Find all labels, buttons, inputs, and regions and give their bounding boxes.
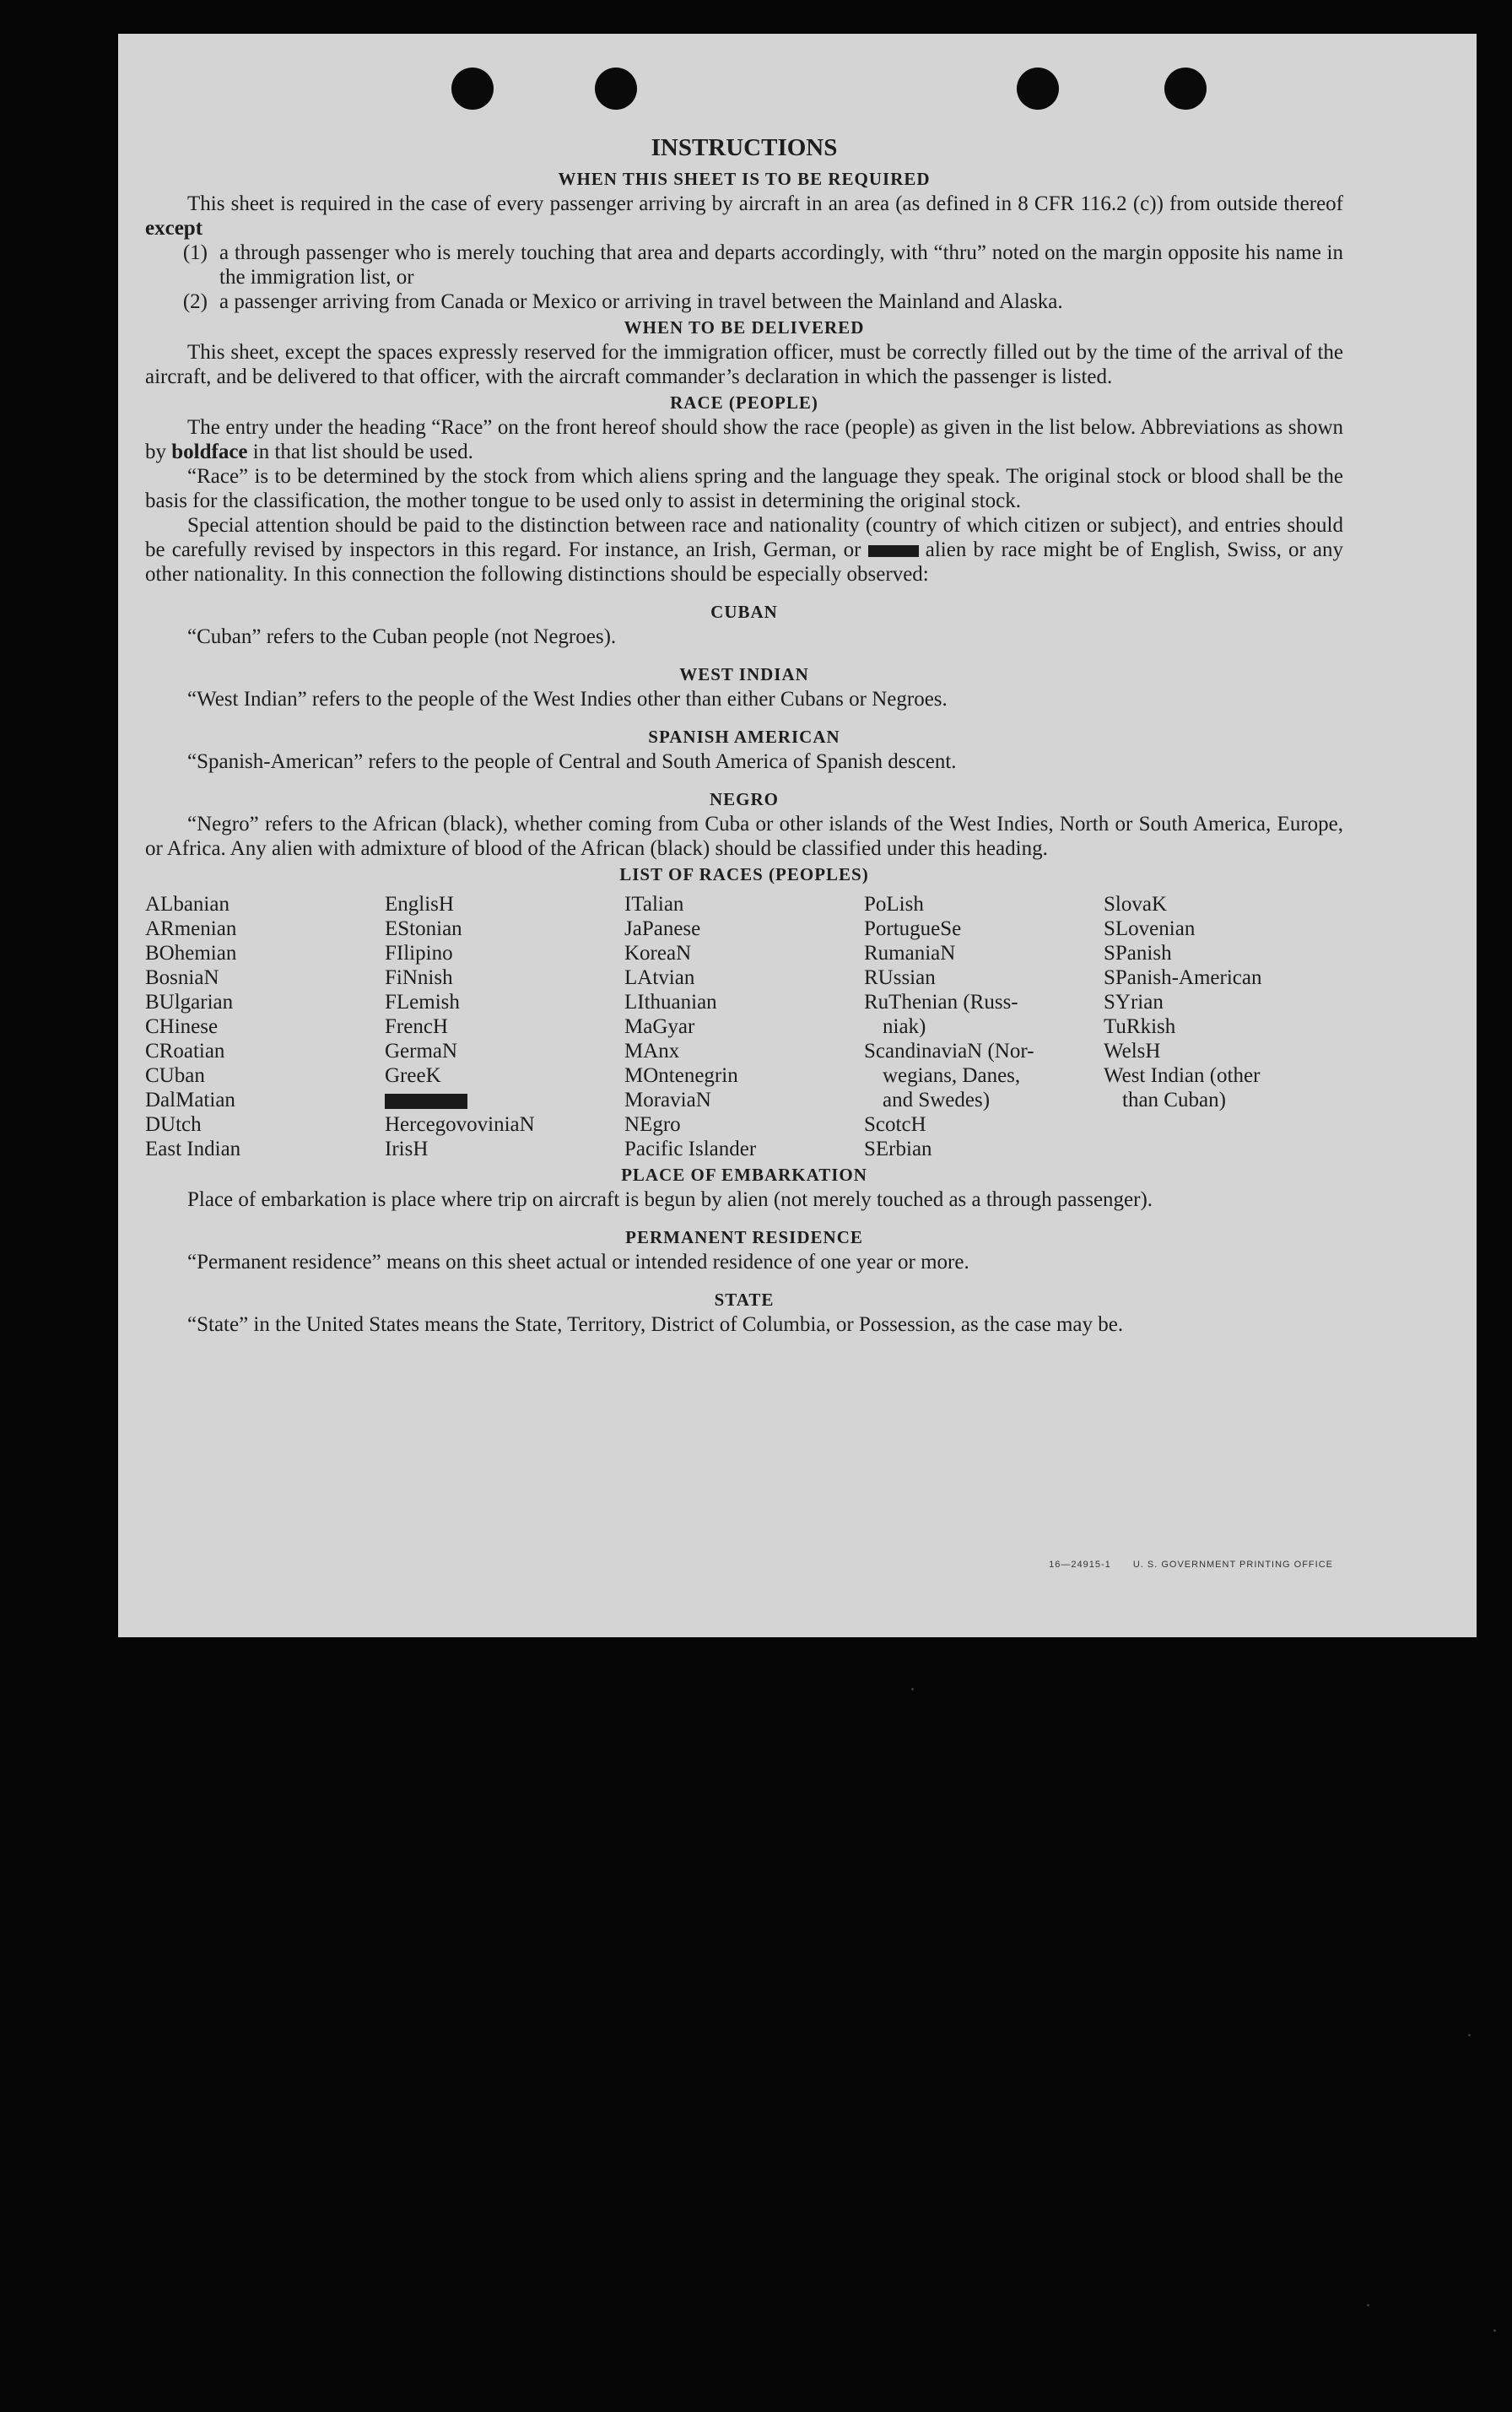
race-entry: West Indian (other xyxy=(1104,1064,1261,1087)
redaction-mark xyxy=(385,1094,467,1109)
race-entry: MoraviaN xyxy=(624,1089,711,1111)
race-entry: SYrian xyxy=(1104,991,1164,1014)
race-entry: MAnx xyxy=(624,1040,680,1063)
race-entry: GermaN xyxy=(385,1040,458,1063)
race-entry: CHinese xyxy=(145,1015,219,1038)
punch-hole xyxy=(1017,68,1059,110)
race-entry: BOhemian xyxy=(145,942,237,965)
race-entry: RumaniaN xyxy=(864,942,956,965)
race-entry: PoLish xyxy=(864,893,924,916)
race-entry: LAtvian xyxy=(624,966,695,989)
race-paragraph-2: “Race” is to be determined by the stock from which aliens spring and the language they speak. The original stock or blood shall be the basis for the classification, the mother tongue to be used only to assist in determining the original stock. xyxy=(145,465,1343,512)
race-entry: BUlgarian xyxy=(145,991,234,1014)
race-entry: MaGyar xyxy=(624,1015,695,1038)
heading-residence: PERMANENT RESIDENCE xyxy=(625,1227,863,1247)
races-column-3 xyxy=(624,892,864,1161)
race-entry: SLovenian xyxy=(1104,917,1196,940)
race-entry: HercegovoviniaN xyxy=(385,1113,535,1136)
race-entry-continuation: niak) xyxy=(883,1015,926,1038)
document-title: INSTRUCTIONS xyxy=(651,134,838,161)
race-entry: FLemish xyxy=(385,991,460,1014)
race-entry: RuThenian (Russ- xyxy=(864,991,1018,1014)
race-entry: DUtch xyxy=(145,1113,202,1136)
race-entry: DalMatian xyxy=(145,1089,235,1111)
race-entry: NEgro xyxy=(624,1113,681,1136)
races-column-4 xyxy=(864,892,1104,1161)
race-entry: PortugueSe xyxy=(864,917,962,940)
race-entry: SPanish xyxy=(1104,942,1172,965)
race-entry: East Indian xyxy=(145,1138,241,1160)
race-entry: ScandinaviaN (Nor- xyxy=(864,1040,1034,1063)
embarkation-text: Place of embarkation is place where trip on aircraft is begun by alien (not merely touched as a through passenger). xyxy=(187,1188,1153,1211)
race-entry: CUban xyxy=(145,1064,205,1087)
race-entry: CRoatian xyxy=(145,1040,225,1063)
punch-hole xyxy=(595,68,637,110)
races-column-2 xyxy=(385,892,624,1161)
race-paragraph-1: The entry under the heading “Race” on the front hereof should show the race (people) as given in the list below. Abbreviations as shown by boldface in that list should be used. xyxy=(145,416,1343,463)
race-entry: TuRkish xyxy=(1104,1015,1176,1038)
scan-speck xyxy=(1493,2329,1496,2332)
race-entry: Pacific Islander xyxy=(624,1138,757,1160)
race-entry: KoreaN xyxy=(624,942,692,965)
race-entry: GreeK xyxy=(385,1064,441,1087)
heading-spanish-american: SPANISH AMERICAN xyxy=(648,727,840,747)
heading-delivered: WHEN TO BE DELIVERED xyxy=(624,317,865,338)
redaction-mark xyxy=(868,545,919,557)
race-entry: EnglisH xyxy=(385,893,454,916)
race-entry-continuation: and Swedes) xyxy=(883,1089,991,1111)
race-entry-redacted xyxy=(385,1088,624,1112)
race-entry: SErbian xyxy=(864,1138,932,1160)
scan-speck xyxy=(1367,2304,1369,2307)
race-paragraph-3: Special attention should be paid to the distinction between race and nationality (country of which citizen or subject), and entries should be carefully revised by inspectors in this regard. For instance, an Irish, German, or alien by race might be of English, Swiss, or any other nationality. In this connection the following distinctions should be especially observed: xyxy=(145,514,1344,586)
cuban-text: “Cuban” refers to the Cuban people (not Negroes). xyxy=(187,625,617,648)
heading-state: STATE xyxy=(714,1290,775,1310)
scan-speck xyxy=(1468,2034,1471,2036)
heading-embarkation: PLACE OF EMBARKATION xyxy=(621,1165,867,1185)
race-entry-continuation: wegians, Danes, xyxy=(883,1064,1021,1087)
scan-speck xyxy=(911,1688,914,1690)
required-intro: This sheet is required in the case of every passenger arriving by aircraft in an area (as defined in 8 CFR 116.2 (c)) from outside thereof except xyxy=(145,192,1343,240)
race-entry: SPanish-American xyxy=(1104,966,1262,989)
west-indian-text: “West Indian” refers to the people of the West Indies other than either Cubans or Negroes. xyxy=(187,688,948,711)
race-entry: BosniaN xyxy=(145,966,219,989)
race-entry-continuation: than Cuban) xyxy=(1122,1089,1226,1111)
race-entry: FrencH xyxy=(385,1015,448,1038)
heading-negro: NEGRO xyxy=(709,789,779,809)
races-column-5 xyxy=(1104,892,1343,1161)
race-entry: EStonian xyxy=(385,917,462,940)
race-entry: SlovaK xyxy=(1104,893,1167,916)
punch-hole xyxy=(1164,68,1207,110)
printer-name: U. S. GOVERNMENT PRINTING OFFICE xyxy=(1132,1560,1333,1570)
race-entry: RUssian xyxy=(864,966,936,989)
exception-item-2: (2) a passenger arriving from Canada or Mexico or arriving in travel between the Mainland and Alaska. xyxy=(182,290,1063,313)
heading-races-list: LIST OF RACES (PEOPLES) xyxy=(619,864,869,884)
races-column-1 xyxy=(145,892,385,1161)
race-entry: JaPanese xyxy=(624,917,701,940)
residence-text: “Permanent residence” means on this sheet actual or intended residence of one year or more. xyxy=(187,1251,969,1274)
race-entry: FiNnish xyxy=(385,966,453,989)
spanish-american-text: “Spanish-American” refers to the people of Central and South America of Spanish descent. xyxy=(187,750,957,773)
state-text: “State” in the United States means the State, Territory, District of Columbia, or Possession, as the case may be. xyxy=(187,1313,1124,1336)
heading-required: WHEN THIS SHEET IS TO BE REQUIRED xyxy=(558,169,931,189)
race-entry: MOntenegrin xyxy=(624,1064,738,1087)
race-entry: ALbanian xyxy=(145,893,230,916)
race-entry: ARmenian xyxy=(145,917,237,940)
heading-west-indian: WEST INDIAN xyxy=(679,664,809,684)
exception-item-1: (1) a through passenger who is merely touching that area and departs accordingly, with “thru” noted on the margin opposite his name in the immigration list, or xyxy=(182,241,1343,289)
race-entry: ITalian xyxy=(624,893,684,916)
race-entry: FIlipino xyxy=(385,942,453,965)
delivered-text: This sheet, except the spaces expressly reserved for the immigration officer, must be correctly filled out by the time of the arrival of the aircraft, and be delivered to that officer, with the aircraft commander’s declaration in which the passenger is listed. xyxy=(145,341,1343,388)
form-number: 16—24915-1 xyxy=(1049,1560,1111,1570)
document-sheet xyxy=(118,34,1477,1637)
race-entry: LIthuanian xyxy=(624,991,717,1014)
races-list-grid xyxy=(145,892,1343,1161)
instructions-content xyxy=(145,133,1343,1337)
negro-text: “Negro” refers to the African (black), whether coming from Cuba or other islands of the West Indies, North or South America, Europe, or Africa. Any alien with admixture of blood of the African (black) should be classified under this heading. xyxy=(145,813,1343,860)
race-entry: ScotcH xyxy=(864,1113,926,1136)
punch-hole xyxy=(451,68,494,110)
heading-cuban: CUBAN xyxy=(710,602,778,622)
heading-race: RACE (PEOPLE) xyxy=(670,392,818,413)
race-entry: IrisH xyxy=(385,1138,429,1160)
race-entry: WelsH xyxy=(1104,1040,1161,1063)
printer-imprint xyxy=(1030,1560,1333,1570)
